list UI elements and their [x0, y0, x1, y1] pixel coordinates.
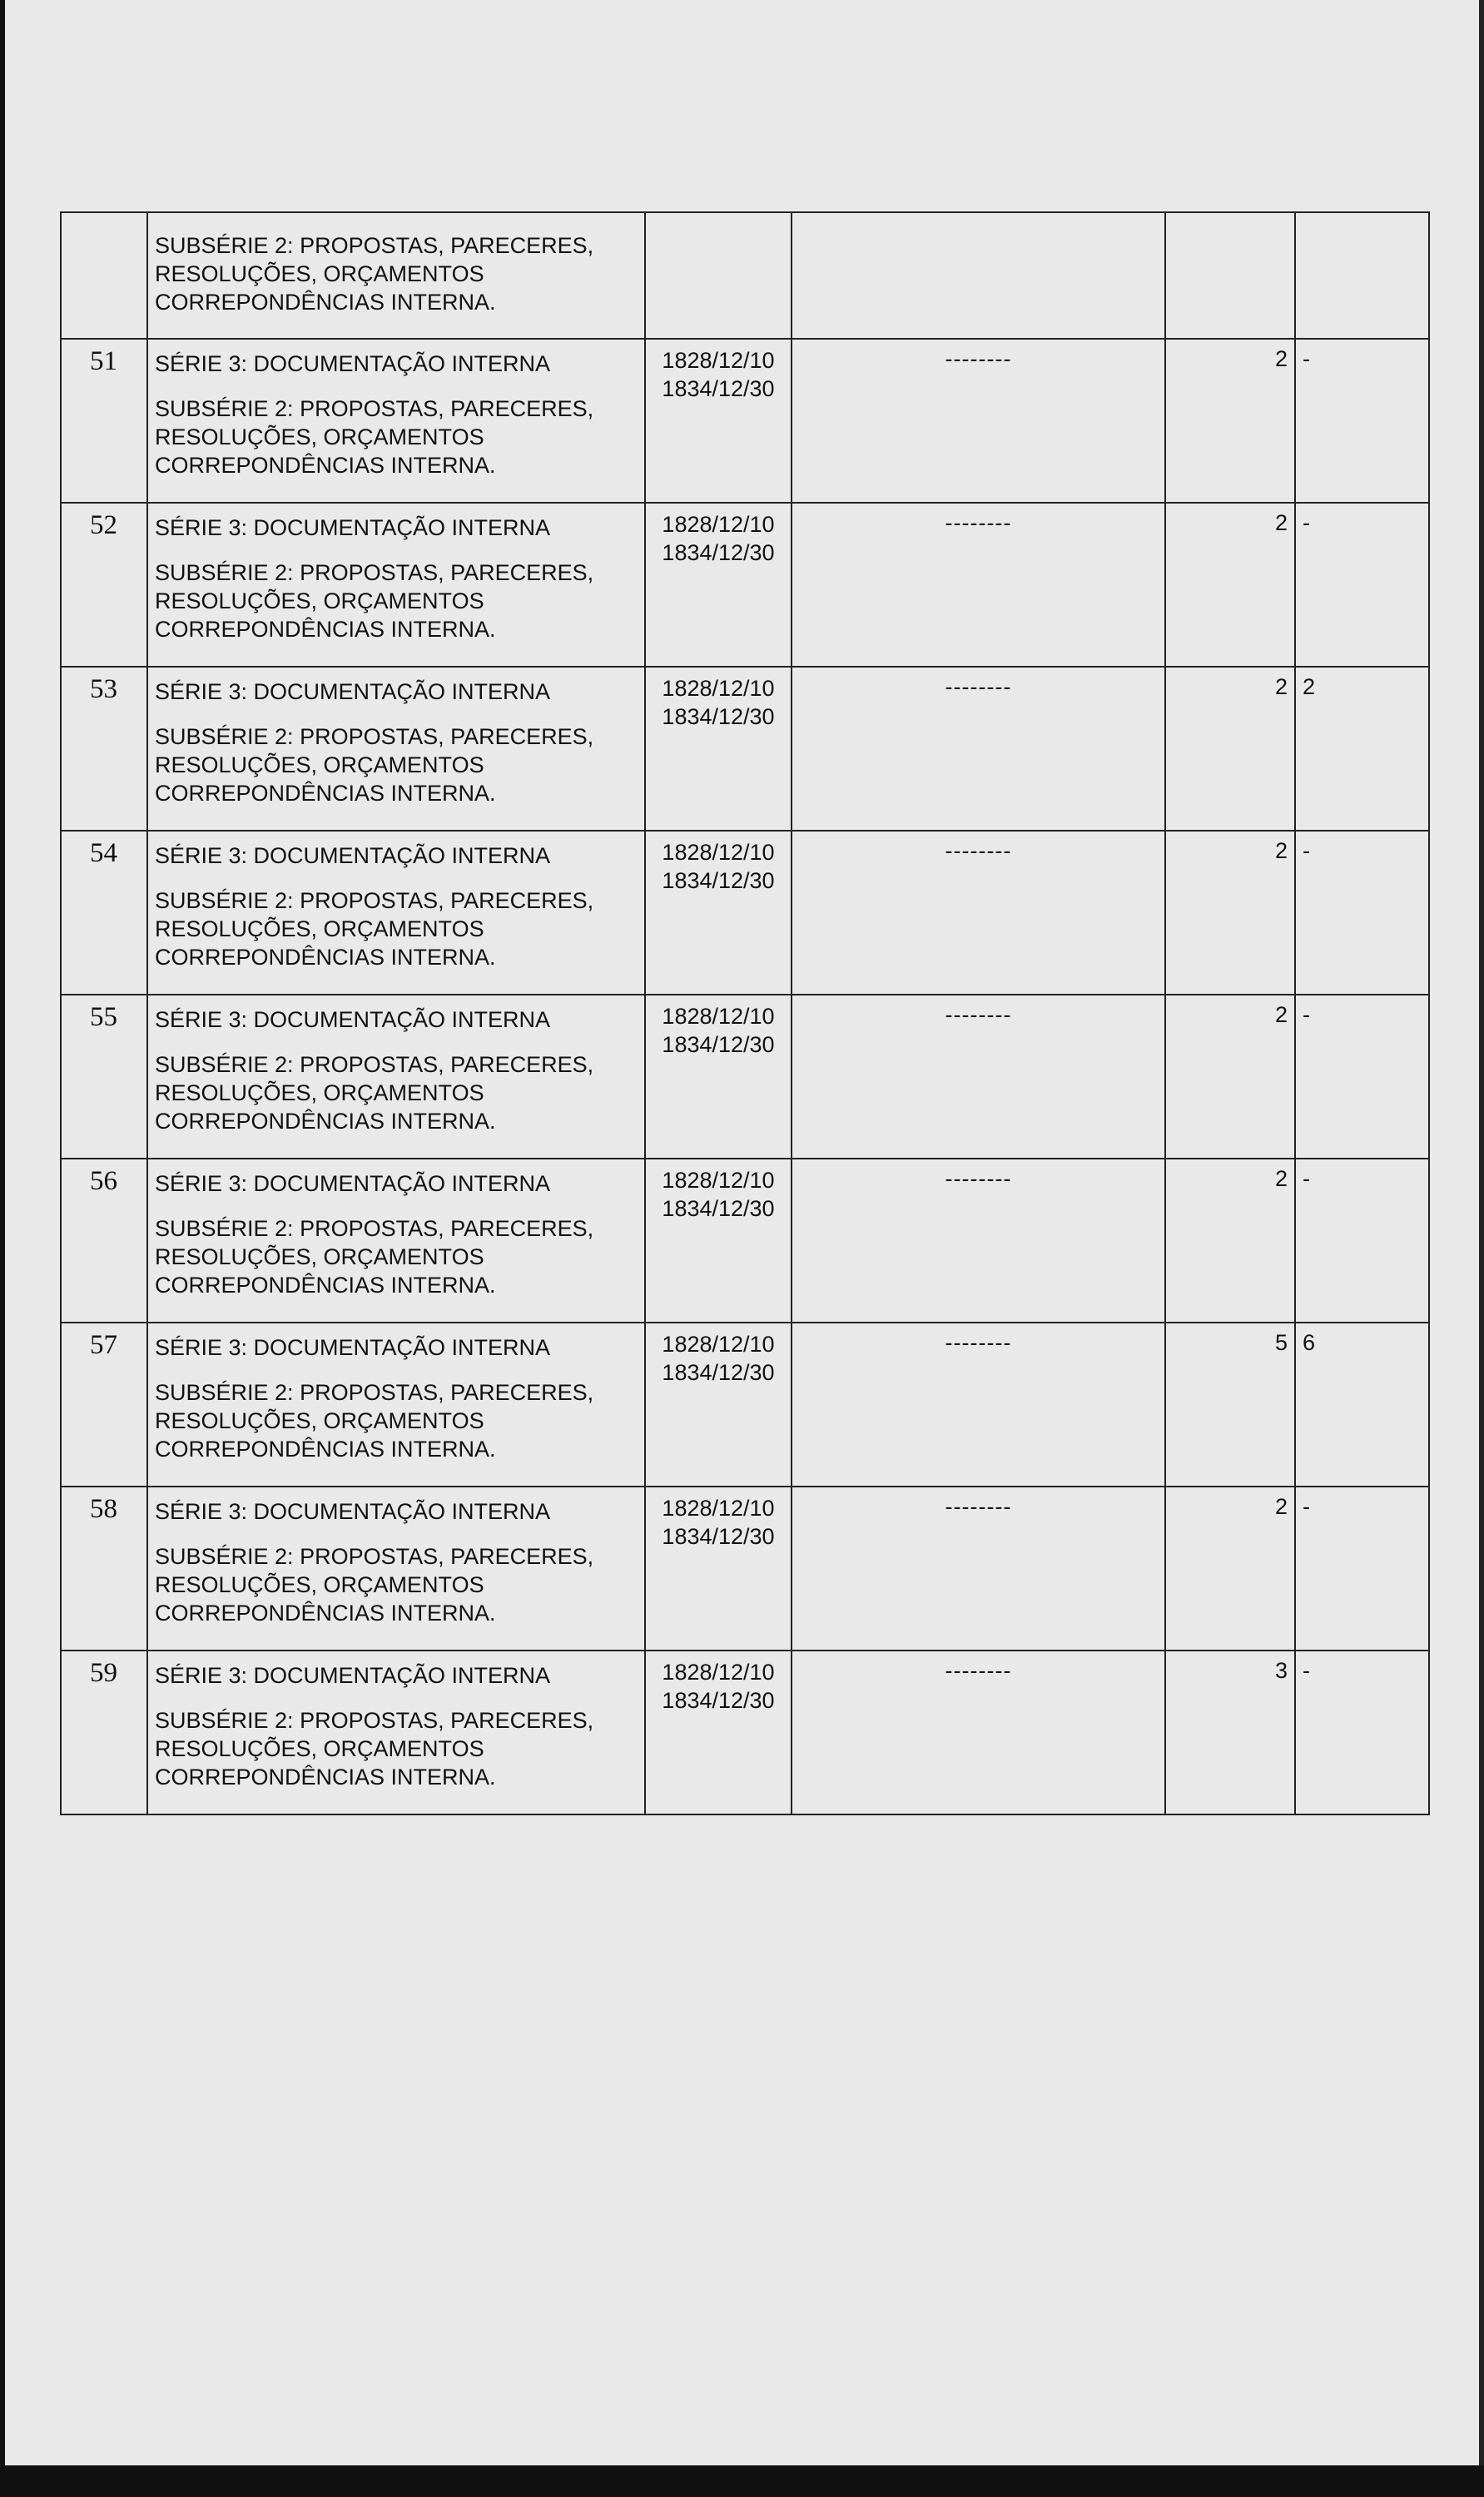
- quantity-b-cell: 6: [1295, 1323, 1429, 1487]
- number-cell: [61, 212, 147, 339]
- quantity-b-cell: 2: [1295, 667, 1429, 831]
- record-number: 57: [61, 1323, 147, 1487]
- quantity-a-cell: 2: [1165, 1487, 1295, 1651]
- description-cell: [147, 1323, 645, 1487]
- date-start: 1828/12/10: [662, 512, 775, 537]
- serie-text: SÉRIE 3: DOCUMENTAÇÃO INTERNA: [155, 351, 551, 376]
- table-row: [61, 1651, 1429, 1814]
- dash-cell: [792, 212, 1165, 339]
- quantity-a-cell: 2: [1165, 667, 1295, 831]
- table-body: [61, 212, 1429, 1814]
- quantity-a-cell: 2: [1165, 503, 1295, 667]
- quantity-a-cell: 2: [1165, 339, 1295, 503]
- description-cell: [147, 1651, 645, 1814]
- quantity-b-cell: -: [1295, 1651, 1429, 1814]
- quantity-b-cell: -: [1295, 995, 1429, 1159]
- subserie-text: SUBSÉRIE 2: PROPOSTAS, PARECERES, RESOLUÇÕES, ORÇAMENTOS CORREPONDÊNCIAS INTERNA.: [155, 724, 594, 806]
- date-start: 1828/12/10: [662, 1660, 775, 1685]
- date-end: 1834/12/30: [662, 376, 775, 401]
- quantity-b-cell: [1295, 212, 1429, 339]
- date-cell: [645, 1159, 792, 1323]
- subserie-text: SUBSÉRIE 2: PROPOSTAS, PARECERES, RESOLUÇÕES, ORÇAMENTOS CORREPONDÊNCIAS INTERNA.: [155, 1380, 594, 1462]
- description-cell: [147, 339, 645, 503]
- date-cell: [645, 831, 792, 995]
- quantity-b-cell: -: [1295, 503, 1429, 667]
- serie-text: SÉRIE 3: DOCUMENTAÇÃO INTERNA: [155, 843, 551, 868]
- scan-edge-right: [1479, 0, 1484, 2497]
- table-row: [61, 503, 1429, 667]
- scan-edge-bottom: [0, 2465, 1484, 2497]
- date-start: 1828/12/10: [662, 1168, 775, 1193]
- date-end: 1834/12/30: [662, 868, 775, 893]
- date-end: 1834/12/30: [662, 1196, 775, 1221]
- date-cell: [645, 503, 792, 667]
- serie-text: SÉRIE 3: DOCUMENTAÇÃO INTERNA: [155, 1007, 551, 1032]
- date-end: 1834/12/30: [662, 1524, 775, 1549]
- quantity-a-cell: 2: [1165, 995, 1295, 1159]
- subserie-text: SUBSÉRIE 2: PROPOSTAS, PARECERES, RESOLUÇÕES, ORÇAMENTOS CORREPONDÊNCIAS INTERNA.: [155, 560, 594, 642]
- date-start: 1828/12/10: [662, 1332, 775, 1357]
- table-row: [61, 1159, 1429, 1323]
- date-cell: [645, 1487, 792, 1651]
- dash-cell: --------: [792, 831, 1165, 995]
- record-number: 54: [61, 831, 147, 995]
- date-cell: [645, 212, 792, 339]
- subserie-text: SUBSÉRIE 2: PROPOSTAS, PARECERES, RESOLUÇÕES, ORÇAMENTOS CORREPONDÊNCIAS INTERNA.: [155, 1708, 594, 1790]
- date-cell: [645, 1651, 792, 1814]
- description-cell: [147, 212, 645, 339]
- dash-cell: --------: [792, 503, 1165, 667]
- subserie-text: SUBSÉRIE 2: PROPOSTAS, PARECERES, RESOLUÇÕES, ORÇAMENTOS CORREPONDÊNCIAS INTERNA.: [155, 233, 594, 315]
- date-end: 1834/12/30: [662, 704, 775, 729]
- subserie-text: SUBSÉRIE 2: PROPOSTAS, PARECERES, RESOLUÇÕES, ORÇAMENTOS CORREPONDÊNCIAS INTERNA.: [155, 1544, 594, 1626]
- record-number: 59: [61, 1651, 147, 1814]
- serie-text: SÉRIE 3: DOCUMENTAÇÃO INTERNA: [155, 1663, 551, 1688]
- serie-text: SÉRIE 3: DOCUMENTAÇÃO INTERNA: [155, 515, 551, 540]
- dash-cell: --------: [792, 1651, 1165, 1814]
- table-row: [61, 1487, 1429, 1651]
- date-cell: [645, 667, 792, 831]
- dash-cell: --------: [792, 667, 1165, 831]
- serie-text: SÉRIE 3: DOCUMENTAÇÃO INTERNA: [155, 679, 551, 704]
- subserie-text: SUBSÉRIE 2: PROPOSTAS, PARECERES, RESOLUÇÕES, ORÇAMENTOS CORREPONDÊNCIAS INTERNA.: [155, 1052, 594, 1134]
- record-number: 52: [61, 503, 147, 667]
- dash-cell: --------: [792, 1159, 1165, 1323]
- serie-text: SÉRIE 3: DOCUMENTAÇÃO INTERNA: [155, 1171, 551, 1196]
- quantity-b-cell: -: [1295, 1159, 1429, 1323]
- continuation-row: [61, 212, 1429, 339]
- record-number: 58: [61, 1487, 147, 1651]
- scan-edge-left: [0, 0, 5, 2497]
- description-cell: [147, 1487, 645, 1651]
- dash-cell: --------: [792, 1487, 1165, 1651]
- description-cell: [147, 995, 645, 1159]
- table-row: [61, 339, 1429, 503]
- subserie-text: SUBSÉRIE 2: PROPOSTAS, PARECERES, RESOLUÇÕES, ORÇAMENTOS CORREPONDÊNCIAS INTERNA.: [155, 888, 594, 970]
- date-cell: [645, 1323, 792, 1487]
- quantity-b-cell: -: [1295, 1487, 1429, 1651]
- serie-text: SÉRIE 3: DOCUMENTAÇÃO INTERNA: [155, 1335, 551, 1360]
- quantity-a-cell: 2: [1165, 831, 1295, 995]
- serie-text: SÉRIE 3: DOCUMENTAÇÃO INTERNA: [155, 1499, 551, 1524]
- description-cell: [147, 831, 645, 995]
- subserie-text: SUBSÉRIE 2: PROPOSTAS, PARECERES, RESOLUÇÕES, ORÇAMENTOS CORREPONDÊNCIAS INTERNA.: [155, 1216, 594, 1298]
- table-row: [61, 995, 1429, 1159]
- date-cell: [645, 995, 792, 1159]
- dash-cell: --------: [792, 995, 1165, 1159]
- date-start: 1828/12/10: [662, 1496, 775, 1521]
- record-number: 55: [61, 995, 147, 1159]
- date-end: 1834/12/30: [662, 540, 775, 565]
- dash-cell: --------: [792, 1323, 1165, 1487]
- date-start: 1828/12/10: [662, 1004, 775, 1029]
- quantity-a-cell: 5: [1165, 1323, 1295, 1487]
- description-cell: [147, 503, 645, 667]
- date-start: 1828/12/10: [662, 348, 775, 373]
- record-number: 53: [61, 667, 147, 831]
- table-row: [61, 1323, 1429, 1487]
- date-end: 1834/12/30: [662, 1688, 775, 1713]
- quantity-b-cell: -: [1295, 339, 1429, 503]
- table-row: [61, 831, 1429, 995]
- table-row: [61, 667, 1429, 831]
- records-table: [60, 211, 1430, 1815]
- quantity-a-cell: 2: [1165, 1159, 1295, 1323]
- date-start: 1828/12/10: [662, 840, 775, 865]
- description-cell: [147, 667, 645, 831]
- quantity-a-cell: [1165, 212, 1295, 339]
- date-end: 1834/12/30: [662, 1032, 775, 1057]
- date-start: 1828/12/10: [662, 676, 775, 701]
- description-cell: [147, 1159, 645, 1323]
- record-number: 56: [61, 1159, 147, 1323]
- subserie-text: SUBSÉRIE 2: PROPOSTAS, PARECERES, RESOLUÇÕES, ORÇAMENTOS CORREPONDÊNCIAS INTERNA.: [155, 396, 594, 478]
- dash-cell: --------: [792, 339, 1165, 503]
- quantity-b-cell: -: [1295, 831, 1429, 995]
- date-end: 1834/12/30: [662, 1360, 775, 1385]
- date-cell: [645, 339, 792, 503]
- quantity-a-cell: 3: [1165, 1651, 1295, 1814]
- record-number: 51: [61, 339, 147, 503]
